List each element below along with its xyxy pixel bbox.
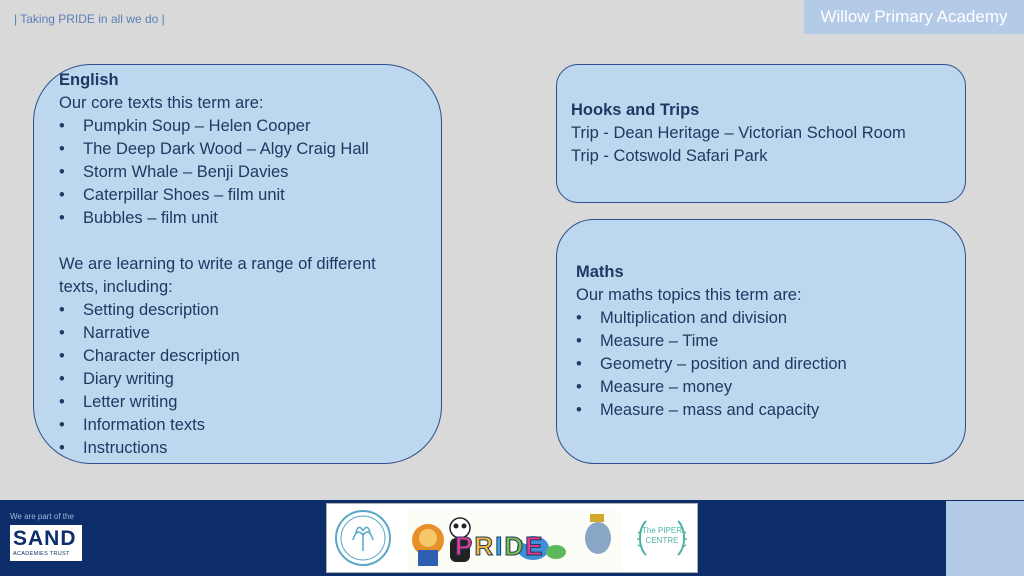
sand-logo-subtitle: ACADEMIES TRUST [13,551,70,557]
list-item: • Letter writing [59,393,178,411]
list-item: • Diary writing [59,370,174,388]
list-item: • Pumpkin Soup – Helen Cooper [59,117,311,135]
trip-line: Trip - Cotswold Safari Park [571,147,768,165]
list-item: • Measure – mass and capacity [576,401,820,419]
core-texts-list [59,115,431,230]
sand-logo-text: SAND [13,527,77,550]
maths-card [556,219,966,464]
trip-line: Trip - Dean Heritage – Victorian School Room [571,124,906,142]
tagline: | Taking PRIDE in all we do | [14,12,165,26]
maths-intro: Our maths topics this term are: [576,286,802,304]
writing-types-list [59,299,431,460]
writing-intro-line-2: texts, including: [59,278,173,296]
list-item: • Geometry – position and direction [576,355,847,373]
footer-accent-block [946,501,1024,576]
list-item: • The Deep Dark Wood – Algy Craig Hall [59,140,369,158]
list-item: • Instructions [59,439,168,457]
english-title: English [59,71,119,89]
school-logos-strip [326,503,698,573]
school-name-box [804,0,1024,34]
english-intro: Our core texts this term are: [59,94,264,112]
writing-intro-line-1: We are learning to write a range of different [59,255,376,273]
hooks-title: Hooks and Trips [571,101,700,119]
list-item: • Multiplication and division [576,309,788,327]
list-item: • Caterpillar Shoes – film unit [59,186,285,204]
pride-letter: I [495,531,503,561]
footer [0,500,1024,576]
pride-word [455,531,544,562]
list-item: • Measure – money [576,378,733,396]
list-item: • Measure – Time [576,332,719,350]
hooks-card [556,64,966,203]
school-name: Willow Primary Academy [820,7,1008,26]
part-of-label: We are part of the [10,512,74,521]
maths-topics-list [576,307,955,422]
english-card [33,64,442,464]
piper-centre-label: The PIPER CENTRE [641,526,682,545]
list-item: • Storm Whale – Benji Davies [59,163,289,181]
pride-letter: P [455,531,473,561]
list-item: • Setting description [59,301,219,319]
pride-letter: R [474,531,494,561]
list-item: • Bubbles – film unit [59,209,218,227]
willow-tree-logo-icon [333,507,393,569]
pride-letter: E [525,531,543,561]
pride-letter: D [504,531,524,561]
sand-trust-logo [10,525,82,561]
list-item: • Character description [59,347,240,365]
list-item: • Information texts [59,416,205,434]
maths-title: Maths [576,263,624,281]
list-item: • Narrative [59,324,150,342]
